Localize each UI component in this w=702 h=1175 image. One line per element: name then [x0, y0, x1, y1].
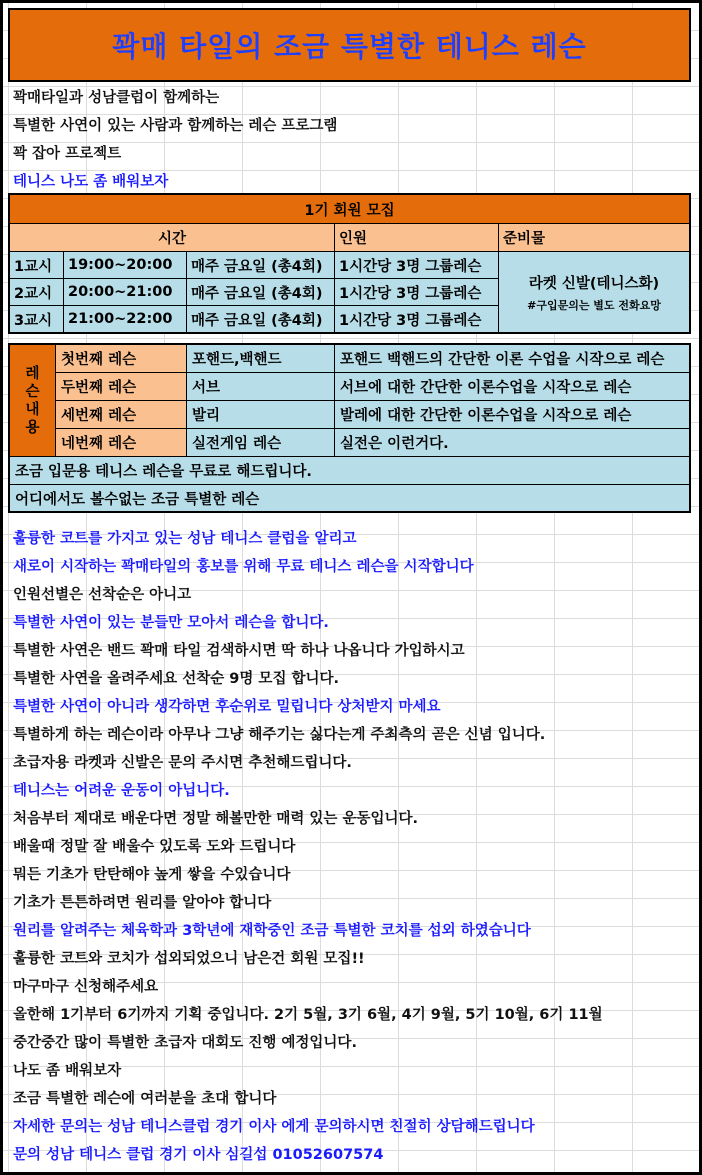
body-line: 초급자용 라켓과 신발은 문의 주시면 추천해드립니다.	[13, 754, 352, 771]
lesson-table	[8, 343, 691, 513]
lesson-cell-desc: 서브에 대한 간단한 이론수업을 시작으로 레슨	[335, 373, 689, 401]
body-line: 테니스는 어려운 운동이 아닙니다.	[13, 782, 230, 799]
prep-note: #구입문의는 별도 전화요망	[527, 298, 661, 312]
lesson-cell-order: 네번째 레슨	[56, 429, 187, 457]
body-line: 특별한 사연이 아니라 생각하면 후순위로 밀립니다 상처받지 마세요	[13, 698, 441, 715]
body-line: 특별한 사연을 올려주세요 선착순 9명 모집 합니다.	[13, 670, 340, 687]
intro-line: 테니스 나도 좀 배워보자	[13, 173, 169, 190]
body-line: 조금 특별한 레슨에 여러분을 초대 합니다	[13, 1090, 277, 1107]
recruit-cell-day: 매주 금요일 (총4회)	[187, 306, 335, 332]
recruit-table	[8, 193, 691, 334]
body-line: 뭐든 기초가 탄탄해야 높게 쌓을 수있습니다	[13, 866, 291, 883]
body-line: 배울때 정말 잘 배울수 있도록 도와 드립니다	[13, 838, 296, 855]
intro-line: 꽉매타일과 성남클럽이 함께하는	[13, 89, 220, 106]
body-line: 인원선별은 선착순은 아니고	[13, 586, 192, 603]
lesson-cell-desc: 포핸드 백핸드의 간단한 이론 수업을 시작으로 레슨	[335, 345, 689, 373]
lesson-cell-order: 두번째 레슨	[56, 373, 187, 401]
body-line: 문의 성남 테니스 클럽 경기 이사 심길섭 01052607574	[13, 1146, 384, 1163]
body-line: 훌륭한 코트와 코치가 섭외되었으니 남은건 회원 모집!!	[13, 950, 365, 967]
intro-line: 꽉 잡아 프로젝트	[13, 145, 122, 162]
recruit-cell-period: 1교시	[10, 252, 64, 279]
body-line: 훌륭한 코트를 가지고 있는 성남 테니스 클럽을 알리고	[13, 530, 357, 547]
lesson-footer-2: 어디에서도 볼수없는 조금 특별한 레슨	[10, 485, 689, 511]
body-line: 특별한 사연은 밴드 꽉매 타일 검색하시면 딱 하나 나옵니다 가입하시고	[13, 642, 465, 659]
prep-main: 라켓 신발(테니스화)	[528, 275, 660, 292]
lesson-cell-order: 첫번째 레슨	[56, 345, 187, 373]
body-line: 특별하게 하는 레슨이라 아무나 그냥 해주기는 싫다는게 주최측의 곧은 신념 입니다.	[13, 726, 546, 743]
body-line: 새로이 시작하는 꽉매타일의 홍보를 위해 무료 테니스 레슨을 시작합니다	[13, 558, 474, 575]
intro-line: 특별한 사연이 있는 사람과 함께하는 레슨 프로그램	[13, 117, 338, 134]
page-title: 꽉매 타일의 조금 특별한 테니스 레슨	[8, 8, 691, 82]
recruit-cell-time: 21:00~22:00	[64, 306, 187, 332]
lesson-cell-topic: 포핸드,백핸드	[187, 345, 335, 373]
body-line: 나도 좀 배워보자	[13, 1062, 122, 1079]
col-prep: 준비물	[499, 224, 689, 252]
lesson-footer-1: 조금 입문용 테니스 레슨을 무료로 해드립니다.	[10, 457, 689, 485]
recruit-cell-day: 매주 금요일 (총4회)	[187, 279, 335, 306]
recruit-header: 1기 회원 모집	[10, 195, 689, 224]
lesson-cell-topic: 발리	[187, 401, 335, 429]
lesson-cell-topic: 실전게임 레슨	[187, 429, 335, 457]
recruit-cell-period: 3교시	[10, 306, 64, 332]
recruit-cell-time: 20:00~21:00	[64, 279, 187, 306]
recruit-cell-time: 19:00~20:00	[64, 252, 187, 279]
col-time: 시간	[10, 224, 335, 252]
body-line: 처음부터 제대로 배운다면 정말 해볼만한 매력 있는 운동입니다.	[13, 810, 419, 827]
recruit-cell-period: 2교시	[10, 279, 64, 306]
lesson-side-label: 레 슨 내 용	[10, 345, 56, 457]
body-line: 마구마구 신청해주세요	[13, 978, 159, 995]
body-line: 자세한 문의는 성남 테니스클럽 경기 이사 에게 문의하시면 친절히 상담해드립니다	[13, 1118, 535, 1135]
col-people: 인원	[335, 224, 499, 252]
lesson-cell-desc: 실전은 이런거다.	[335, 429, 689, 457]
recruit-cell-people: 1시간당 3명 그룹레슨	[335, 306, 499, 332]
lesson-cell-desc: 발레에 대한 간단한 이론수업을 시작으로 레슨	[335, 401, 689, 429]
recruit-cell-day: 매주 금요일 (총4회)	[187, 252, 335, 279]
body-line: 특별한 사연이 있는 분들만 모아서 레슨을 합니다.	[13, 614, 329, 631]
body-line: 기초가 튼튼하려면 원리를 알아야 합니다	[13, 894, 272, 911]
body-line: 올한해 1기부터 6기까지 기획 중입니다. 2기 5월, 3기 6월, 4기 9월, 5기 10월, 6기 11월	[13, 1006, 603, 1023]
recruit-cell-people: 1시간당 3명 그룹레슨	[335, 252, 499, 279]
lesson-cell-order: 세번째 레슨	[56, 401, 187, 429]
body-line: 중간중간 많이 특별한 초급자 대회도 진행 예정입니다.	[13, 1034, 357, 1051]
recruit-cell-people: 1시간당 3명 그룹레슨	[335, 279, 499, 306]
body-line: 원리를 알려주는 체육학과 3학년에 재학중인 조금 특별한 코치를 섭외 하였습니다	[13, 922, 531, 939]
lesson-cell-topic: 서브	[187, 373, 335, 401]
prep-cell	[499, 252, 689, 332]
